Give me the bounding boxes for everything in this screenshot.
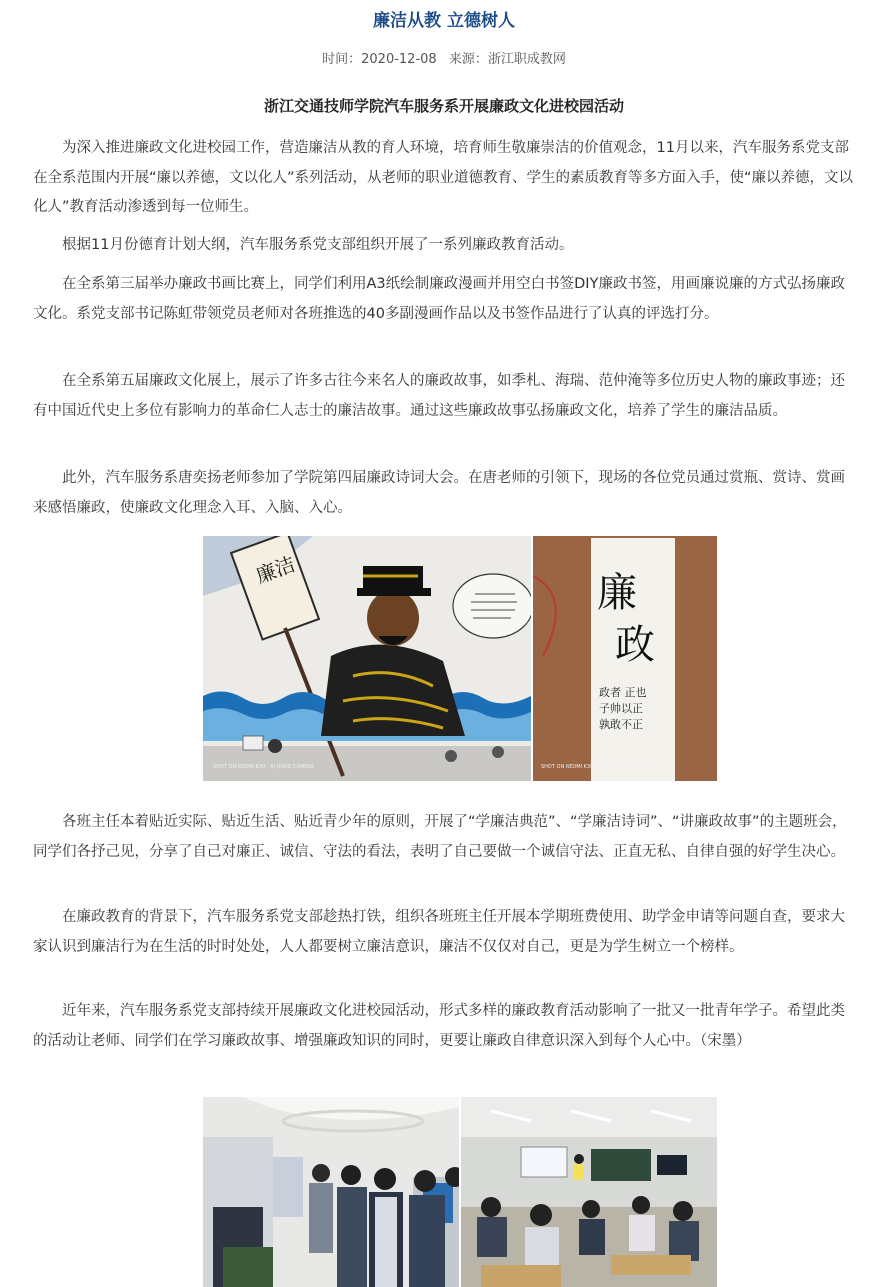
paragraph-7: 在廉政教育的背景下，汽车服务系党支部趁热打铁，组织各班班主任开展本学期班费使用、助学金申请等问题自查，要求大家认识到廉洁行为在生活的时时处处，人人都要树立廉洁意识，廉洁不仅仅对自己，更是为学生树立一个榜样。 (33, 909, 845, 955)
cartoon-drawing-image (203, 536, 531, 781)
exhibition-photo (203, 1097, 459, 1287)
svg-text:孰敢不正: 孰敢不正 (599, 718, 643, 731)
paragraph-2: 根据11月份德育计划大纲，汽车服务系党支部组织开展了一系列廉政教育活动。 (62, 237, 574, 253)
page-title: 廉洁从教 立德树人 (373, 11, 515, 31)
camera-watermark: SHOT ON REDMI K30 · AI QUAD CAMERA (541, 764, 643, 770)
exhibition-image (203, 1097, 459, 1287)
article-meta (0, 51, 888, 69)
classroom-photo (461, 1097, 717, 1287)
article-title: 浙江交通技师学院汽车服务系开展廉政文化进校园活动 (263, 97, 624, 115)
svg-text:政: 政 (615, 622, 655, 668)
paragraph-6: 各班主任本着贴近实际、贴近生活、贴近青少年的原则，开展了“学廉洁典范”、“学廉洁诗词”、“讲廉政故事”的主题班会，同学们各抒己见，分享了自己对廉正、诚信、守法的看法，表明了自己要做一个诚信守法、正直无私、自律自强的好学生决心。 (33, 814, 847, 860)
paragraph-5: 此外，汽车服务系唐奕扬老师参加了学院第四届廉政诗词大会。在唐老师的引领下，现场的各位党员通过赏瓶、赏诗、赏画来感悟廉政，使廉政文化理念入耳、入脑、入心。 (33, 470, 845, 516)
cartoon-drawing-photo (203, 536, 531, 781)
paragraph-3: 在全系第三届举办廉政书画比赛上，同学们利用A3纸绘制廉政漫画并用空白书签DIY廉政书签，用画廉说廉的方式弘扬廉政文化。系党支部书记陈虹带领党员老师对各班推选的40多副漫画作品以及书签作品进行了认真的评选打分。 (33, 276, 845, 322)
classroom-image (461, 1097, 717, 1287)
bookmark-photo (533, 536, 717, 781)
publish-time: 时间：2020-12-08 (322, 52, 437, 67)
bookmark-big-text: 廉 (597, 570, 637, 616)
paragraph-8: 近年来，汽车服务系党支部持续开展廉政文化进校园活动，形式多样的廉政教育活动影响了一批又一批青年学子。希望此类的活动让老师、同学们在学习廉政故事、增强廉政知识的同时，更要让廉政自律意识深入到每个人心中。（宋墨） (33, 1003, 845, 1049)
article-source: 来源：浙江职成教网 (448, 52, 566, 67)
sign-text: 廉洁 (252, 551, 299, 588)
bookmark-image (533, 536, 717, 781)
svg-text:子帅以正: 子帅以正 (599, 702, 643, 715)
paragraph-1: 为深入推进廉政文化进校园工作，营造廉洁从教的育人环境，培育师生敬廉崇洁的价值观念，11月以来，汽车服务系党支部在全系范围内开展“廉以养德，文以化人”系列活动，从老师的职业道德教育、学生的素质教育等多方面入手，使“廉以养德，文以化人”教育活动渗透到每一位师生。 (33, 140, 854, 215)
camera-watermark: SHOT ON REDMI K30 · AI QUAD CAMERA (213, 764, 315, 770)
paragraph-4: 在全系第五届廉政文化展上，展示了许多古往今来名人的廉政故事，如季札、海瑞、范仲淹等多位历史人物的廉政事迹；还有中国近代史上多位有影响力的革命仁人志士的廉洁故事。通过这些廉政故事弘扬廉政文化，培养了学生的廉洁品质。 (33, 373, 845, 419)
svg-text:政者 正也: 政者 正也 (599, 686, 647, 699)
